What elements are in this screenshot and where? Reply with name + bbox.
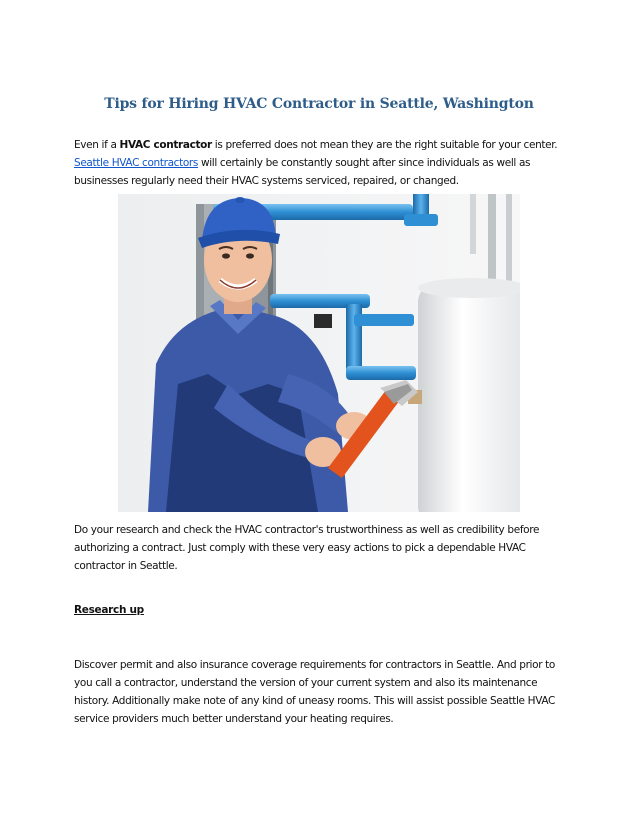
seattle-hvac-link[interactable]: Seattle HVAC contractors (74, 157, 199, 169)
hvac-technician-photo (118, 194, 520, 512)
section-heading-research-up: Research up (74, 604, 144, 616)
intro-paragraph (74, 136, 566, 190)
document-title: Tips for Hiring HVAC Contractor in Seattle, Washington (104, 96, 534, 112)
research-details-paragraph: Discover permit and also insurance coverage requirements for contractors in Seattle. And prior to you call a contractor, understand the version of your current system and also its maintenance history. Additionally make note of any kind of uneasy rooms. This will assist possible Seattle HVAC service providers much better understand your heating requires. (74, 659, 555, 725)
intro-prefix: Even if a (74, 139, 120, 151)
intro-rest: will certainly be constantly sought after since individuals as well as businesses regularly need their HVAC systems serviced, repaired, or changed. (74, 157, 531, 187)
intro-mid: is preferred does not mean they are the right suitable for your center. (211, 139, 558, 151)
research-paragraph: Do your research and check the HVAC contractor's trustworthiness as well as credibility before authorizing a contract. Just comply with these very easy actions to pick a dependable HVAC contractor in Seattle. (74, 524, 540, 572)
intro-bold-term: HVAC contractor (119, 139, 212, 151)
